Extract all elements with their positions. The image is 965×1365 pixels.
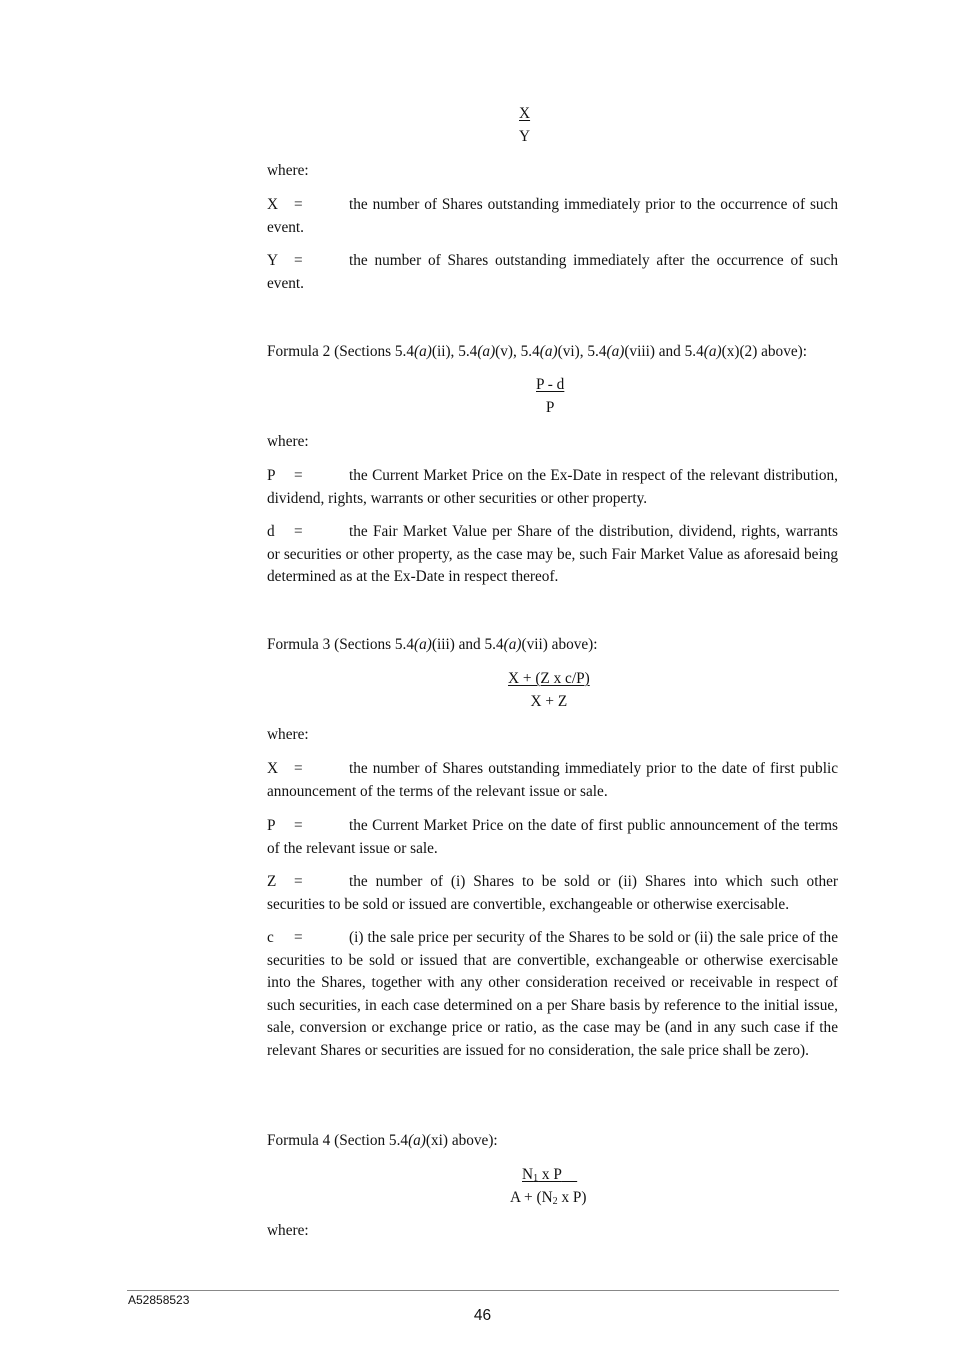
heading-text: (iii) and 5.4	[431, 636, 504, 653]
equals-sign: =	[294, 196, 303, 213]
formula-numerator: X	[519, 105, 531, 122]
heading-text: (vii) above):	[521, 636, 598, 653]
definition-symbol: c	[267, 929, 274, 946]
numerator-part: N	[522, 1166, 534, 1183]
formula-4-fraction	[510, 1164, 587, 1209]
formula-denominator: X + Z	[530, 692, 568, 710]
heading-text: (xi) above):	[425, 1132, 498, 1149]
formula-2-fraction	[536, 374, 564, 419]
heading-text: (x)(2) above):	[721, 343, 807, 360]
equals-sign: =	[294, 467, 303, 484]
formula-1-fraction	[519, 103, 530, 148]
heading-text: (vi), 5.4	[557, 343, 607, 360]
definition-x	[267, 758, 838, 803]
definition-text: the Current Market Price on the date of first public announcement of the terms of the relevant issue or sale.	[267, 817, 838, 857]
where-label: where:	[267, 162, 309, 179]
numerator-part: x P	[538, 1166, 562, 1183]
formula-2-heading	[267, 341, 838, 364]
page-number: 46	[473, 1307, 492, 1324]
heading-italic: (a)	[503, 636, 522, 653]
formula-4-heading	[267, 1130, 838, 1153]
definition-symbol: P	[267, 817, 276, 834]
definition-symbol: Y	[267, 252, 279, 269]
heading-italic: (a)	[539, 343, 558, 360]
equals-sign: =	[294, 929, 303, 946]
formula-denominator: Y	[519, 127, 531, 145]
formula-numerator	[522, 1166, 577, 1183]
equals-sign: =	[294, 873, 303, 890]
definition-text: the number of Shares outstanding immediately after the occurrence of such event.	[267, 252, 838, 292]
equals-sign: =	[294, 817, 303, 834]
heading-text: (ii), 5.4	[431, 343, 478, 360]
definition-text: the Fair Market Value per Share of the distribution, dividend, rights, warrants or securities or other property, as the case may be, such Fair Market Value as aforesaid being determined as at the Ex-Date in respect thereof.	[267, 523, 838, 585]
definition-p	[267, 815, 838, 860]
heading-italic: (a)	[703, 343, 722, 360]
definition-text: the Current Market Price on the Ex-Date in respect of the relevant distribution, dividend, rights, warrants or other securities or other property.	[267, 467, 838, 507]
heading-italic: (a)	[477, 343, 496, 360]
definition-symbol: P	[267, 467, 276, 484]
formula-3-fraction	[508, 668, 590, 713]
equals-sign: =	[294, 760, 303, 777]
denominator-part: A + (N	[510, 1188, 553, 1206]
definition-text: the number of Shares outstanding immediately prior to the date of first public announcement of the terms of the relevant issue or sale.	[267, 760, 838, 800]
equals-sign: =	[294, 252, 303, 269]
heading-italic: (a)	[408, 1132, 426, 1149]
definition-symbol: X	[267, 196, 279, 213]
document-reference: A52858523	[128, 1293, 190, 1307]
formula-denominator: P	[545, 398, 555, 416]
numerator-subscript: 1	[533, 1173, 539, 1184]
definition-symbol: Z	[267, 873, 277, 890]
heading-text: (v), 5.4	[495, 343, 540, 360]
heading-italic: (a)	[606, 343, 625, 360]
equals-sign: =	[294, 523, 303, 540]
denominator-subscript: 2	[552, 1195, 558, 1207]
denominator-part: x P)	[557, 1188, 587, 1206]
definition-c	[267, 927, 838, 1062]
heading-italic: (a)	[414, 343, 432, 360]
definition-text: (i) the sale price per security of the Shares to be sold or (ii) the sale price of the securities to be sold or issued that are convertible, exchangeable or otherwise exercisable into the Shares, together with any other consideration received or receivable in respect of such securities, in each case determined on a per Share basis by reference to the initial issue, sale, conversion or exchange price or ratio, as the case may be (and in any such case if the relevant Shares or securities are issued for no consideration, the sale price shall be zero).	[267, 929, 838, 1059]
definition-text: the number of (i) Shares to be sold or (ii) Shares into which such other securities to be sold or issued are convertible, exchangeable or otherwise exercisable.	[267, 873, 838, 913]
heading-text: Formula 4 (Section 5.4	[267, 1132, 409, 1149]
definition-symbol: d	[267, 523, 275, 540]
formula-numerator: X + (Z x c/P)	[508, 670, 590, 687]
formula-numerator: P - d	[536, 376, 565, 393]
definition-z	[267, 871, 838, 916]
definition-x	[267, 194, 838, 239]
definition-p	[267, 465, 838, 510]
where-label: where:	[267, 433, 309, 450]
formula-3-heading	[267, 634, 838, 657]
definition-y	[267, 250, 838, 295]
footer-divider	[127, 1290, 839, 1291]
heading-text: (viii) and 5.4	[624, 343, 704, 360]
heading-text: Formula 3 (Sections 5.4	[267, 636, 415, 653]
formula-denominator	[510, 1187, 587, 1210]
where-label: where:	[267, 1222, 309, 1239]
heading-text: Formula 2 (Sections 5.4	[267, 343, 415, 360]
definition-text: the number of Shares outstanding immediately prior to the occurrence of such event.	[267, 196, 838, 236]
definition-d	[267, 521, 838, 589]
where-label: where:	[267, 726, 309, 743]
heading-italic: (a)	[414, 636, 432, 653]
definition-symbol: X	[267, 760, 279, 777]
